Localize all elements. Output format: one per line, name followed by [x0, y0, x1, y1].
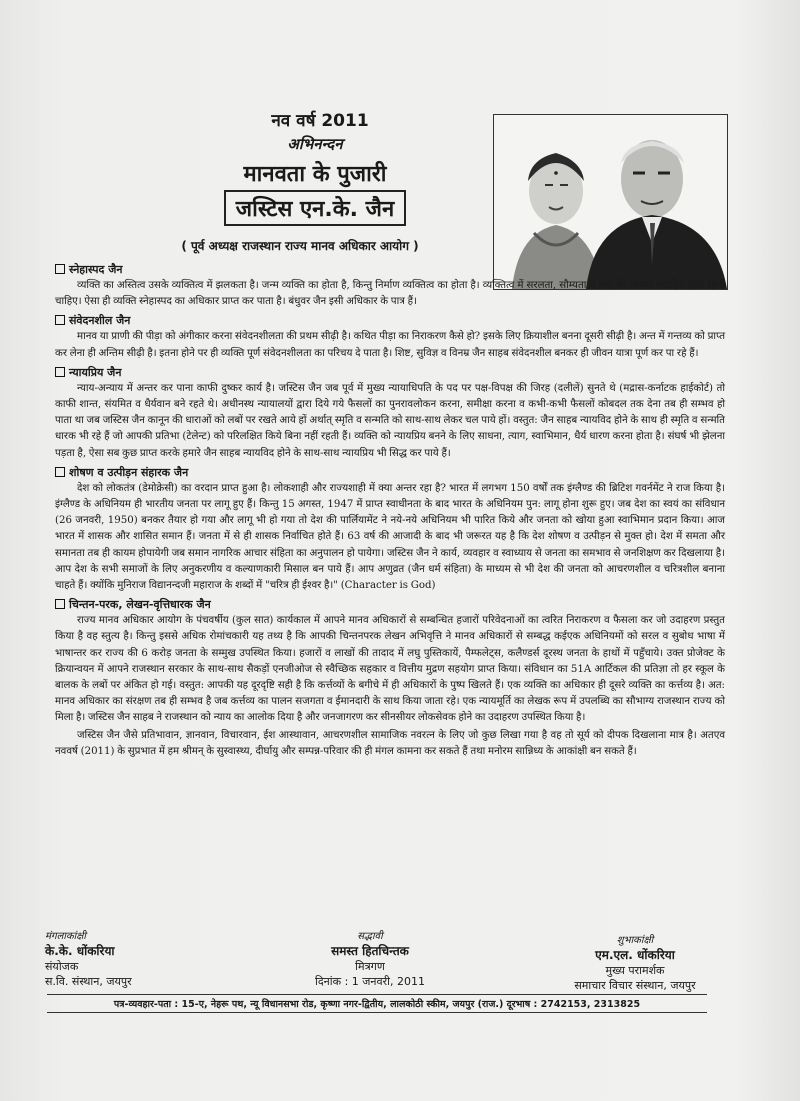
section-heading: न्यायप्रिय जैन	[55, 365, 725, 380]
signature-right: शुभाकांक्षी एम.एल. धोंकरिया मुख्य परामर्शक समाचार विचार संस्थान, जयपुर	[574, 935, 696, 992]
section-paragraph: देश को लोकतंत्र (डेमोक्रेसी) का वरदान प्राप्त हुआ है। लोकशाही और राज्यशाही में क्या अन्तर रहा है? भारत में लगभग 150 वर्षों तक इंग्लैण्ड की ब्रिटिश गवर्नमेंट ने राज किया है। इंग्लैण्ड के अधिनियम ही भारतीय जनता पर लागू हुए हैं। किन्तु 15 अगस्त, 1947 में प्राप्त स्वाधीनता के बाद भारत के अधिनियम पुन: लागू होना शुरू हुए। जब देश का स्वयं का संविधान (26 जनवरी, 1950) बनकर तैयार हो गया और लागू भी हो गया तो देश की पार्लियामेंट ने नये-नये अधिनियम भी पारित किये और जनता को खोया हुआ स्वाभिमान प्रदान किया। आज भारत में शासक और शासित समान हैं। जनता में से ही शासक निर्वाचित होते हैं। 63 वर्ष की आजादी के बाद भी जरूरत यह है कि देश शोषण व उत्पीड़न से मुक्त हो। देश में समता और समानता तब ही कायम होपायेगी जब समान नागरिक आचार संहिता का अनुपालन हो पायेगा। जस्टिस जैन ने कार्य, व्यवहार व स्वाध्याय से जनता का समभाव से जनशिक्षण कर दिखलाया है। आप देश के सभी समाजों के लिए अनुकरणीय व कल्याणकारी मिसाल बन पाये हैं। आप अणुव्रत (जैन धर्म संहिता) के माध्यम से भी देश की जनता को आचरणशील व चरित्रशील बनाना चाहते हैं। क्योंकि मुनिराज विद्यानन्दजी महाराज के शब्दों में "चरित्र ही ईश्वर है।" (Character is God)	[55, 482, 725, 592]
checkbox-bullet-icon	[55, 315, 65, 325]
section-paragraph: राज्य मानव अधिकार आयोग के पंचवर्षीय (कुल सात) कार्यकाल में आपने मानव अधिकारों से सम्बन्धित हजारों परिवेदनाओं का त्वरित निराकरण व फैसला कर जो उदाहरण प्रस्तुत किया है वह स्तुत्य है। किन्तु इससे अधिक रोमांचकारी यह तथ्य है कि आपकी चिन्तनपरक लेखन अभिवृत्ति ने मानव अधिकारों से सम्बद्ध कईएक अधिनियमों को सरल व सुबोध भाषा में भाषान्तर कर राज्य की 6 करोड़ जनता के सम्मुख उपस्थित किया। हजारों व लाखों की तादाद में लघु पुस्तिकायें, पैम्फलेट्स, कलैण्डर्स दूरस्थ जनता के हाथों में पहुँचाये। उक्त प्रोजेक्ट के क्रियान्वयन में आपने राजस्थान सरकार के साथ-साथ सैकड़ों एनजीओज से स्वैच्छिक सहकार व वित्तीय मुद्रण सहयोग प्राप्त किया। संविधान का 51A आर्टिकल की प्रतिज्ञा तो हर स्कूल के बालक के लबों पर अंकित हो गई। वस्तुत: आपकी यह दूरदृष्टि सही है कि कर्त्तव्यों के बगीचे में ही अधिकारों के पुष्प खिलते हैं। एक व्यक्ति का अधिकार ही दूसरे व्यक्ति का कर्त्तव्य है। अत: मानव अधिकार का संरक्षण तब ही सम्भव है जब कर्त्तव्य का पालन सजगता व ईमानदारी के साथ किया जाता रहे। एक न्यायमूर्ति का लेखक रूप में उपलब्धि का सौभाग्य राजस्थान राज्य को मिला है। जस्टिस जैन साहब ने राजस्थान को न्याय का आलोक दिया है और जनजागरण कर सीनसीयर लोकसेवक होने का उदाहरण उपस्थित किया है।	[55, 615, 725, 724]
checkbox-bullet-icon	[55, 599, 65, 609]
subtitle: ( पूर्व अध्यक्ष राजस्थान राज्य मानव अधिकार आयोग )	[181, 239, 419, 253]
new-year-line: नव वर्ष 2011	[271, 111, 369, 131]
page-title: मानवता के पुजारी	[243, 162, 387, 187]
checkbox-bullet-icon	[55, 467, 65, 477]
section-paragraph: न्याय-अन्याय में अन्तर कर पाना काफी दुष्कर कार्य है। जस्टिस जैन जब पूर्व में मुख्य न्यायाधिपति के पद पर पक्ष-विपक्ष की जिरह (दलीलें) सुनते थे (मद्रास-कर्नाटक हाईकोर्ट) तो काफी शान्त, संयमित व धैर्यवान बने रहते थे। अधीनस्थ न्यायालयों द्वारा दिये गये फैसलों का पुनरावलोकन करना, समीक्षा करना व कभी-कभी फैसलों कोबदल तक देना तब ही सम्भव हो पाता था जब जस्टिस जैन कानून की धाराओं को लबों पर रखते आये हों अर्थात् स्मृति व सन्मति को साथ-साथ लेकर चल पाये हों। वस्तुत: जैन साहब न्यायविद होने के साथ ही स्मृति व सन्मति धारक भी रहे हैं जो आपकी प्रतिभा (टेलेन्ट) को परिलक्षित किये बिना नहीं रहती हैं। व्यक्ति को न्यायप्रिय बनने के लिए साधना, त्याग, स्वाभिमान, धैर्य धारण करना होता है। संघर्ष भी झेलना पड़ता है, ऐसा सब कुछ प्राप्त करके हमारे जैन साहब न्यायविद होने के साथ-साथ न्यायप्रिय भी सिद्ध कर पाये हैं।	[55, 382, 725, 459]
checkbox-bullet-icon	[55, 264, 65, 274]
signature-left: मंगलाकांक्षी के.के. धोंकरिया संयोजक स.वि. संस्थान, जयपुर	[45, 931, 132, 988]
section-heading: शोषण व उत्पीड़न संहारक जैन	[55, 465, 725, 480]
honoree-name-box: जस्टिस एन.के. जैन	[224, 190, 406, 226]
signature-row	[45, 928, 725, 992]
article-body	[55, 259, 725, 760]
closing-paragraph: जस्टिस जैन जैसे प्रतिभावान, ज्ञानवान, विचारवान, ईश आस्थावान, आचरणशील सामाजिक नवरत्न के लिए जो कुछ लिखा गया है वह तो सूर्य को दीपक दिखलाना मात्र है। अतएव नववर्ष (2011) के सुप्रभात में हम श्रीमन् के सुस्वास्थ्य, दीर्घायु और सम्पन्न-परिवार की ही मंगल कामना कर सकते हैं तथा मनोरम सान्निध्य के आकांक्षी बन सकते हैं।	[55, 729, 725, 757]
address-footer: पत्र-व्यवहार-पता : 15-ए, नेहरू पथ, न्यू विधानसभा रोड, कृष्णा नगर-द्वितीय, लालकोठी स्कीम, जयपुर (राज.) दूरभाष : 2742153, 2313825	[47, 994, 707, 1013]
signature-center: सद्भावी समस्त हितचिन्तक मित्रगण दिनांक : 1 जनवरी, 2011	[314, 931, 425, 988]
greeting-line: अभिनन्दन	[287, 135, 343, 153]
section-paragraph: व्यक्ति का अस्तित्व उसके व्यक्तित्व में झलकता है। जन्म व्यक्ति का होता है, किन्तु निर्माण व्यक्तित्व का होता है। व्यक्तित्व में सरलता, सौम्यता व स्नेह की त्रिवेणी प्रवाहित होती रहनी चाहिए। ऐसा ही व्यक्ति स्नेहास्पद का अधिकार प्राप्त कर पाता है। बंधुवर जैन इसी अधिकार के पात्र हैं।	[55, 280, 725, 308]
section-heading: स्नेहास्पद जैन	[55, 262, 725, 277]
section-heading: चिन्तन-परक, लेखन-वृत्तिधारक जैन	[55, 597, 725, 612]
header-block	[150, 108, 480, 226]
checkbox-bullet-icon	[55, 367, 65, 377]
section-heading: संवेदनशील जैन	[55, 313, 725, 328]
section-paragraph: मानव या प्राणी की पीड़ा को अंगीकार करना संवेदनशीलता की प्रथम सीढ़ी है। कथित पीड़ा का निराकरण कैसे हो? इसके लिए क्रियाशील बनना दूसरी सीढ़ी है। अन्त में गन्तव्य को प्राप्त कर लेना ही अन्तिम सीढ़ी है। इतना होने पर ही व्यक्ति पूर्ण संवेदनशीलता का परिचय दे पाता है। शिष्ट, सुविज्ञ व विनम्र जैन साहब संवेदनशील बनकर ही जीवन यात्रा पूर्ण कर पा रहे हैं।	[55, 331, 725, 359]
